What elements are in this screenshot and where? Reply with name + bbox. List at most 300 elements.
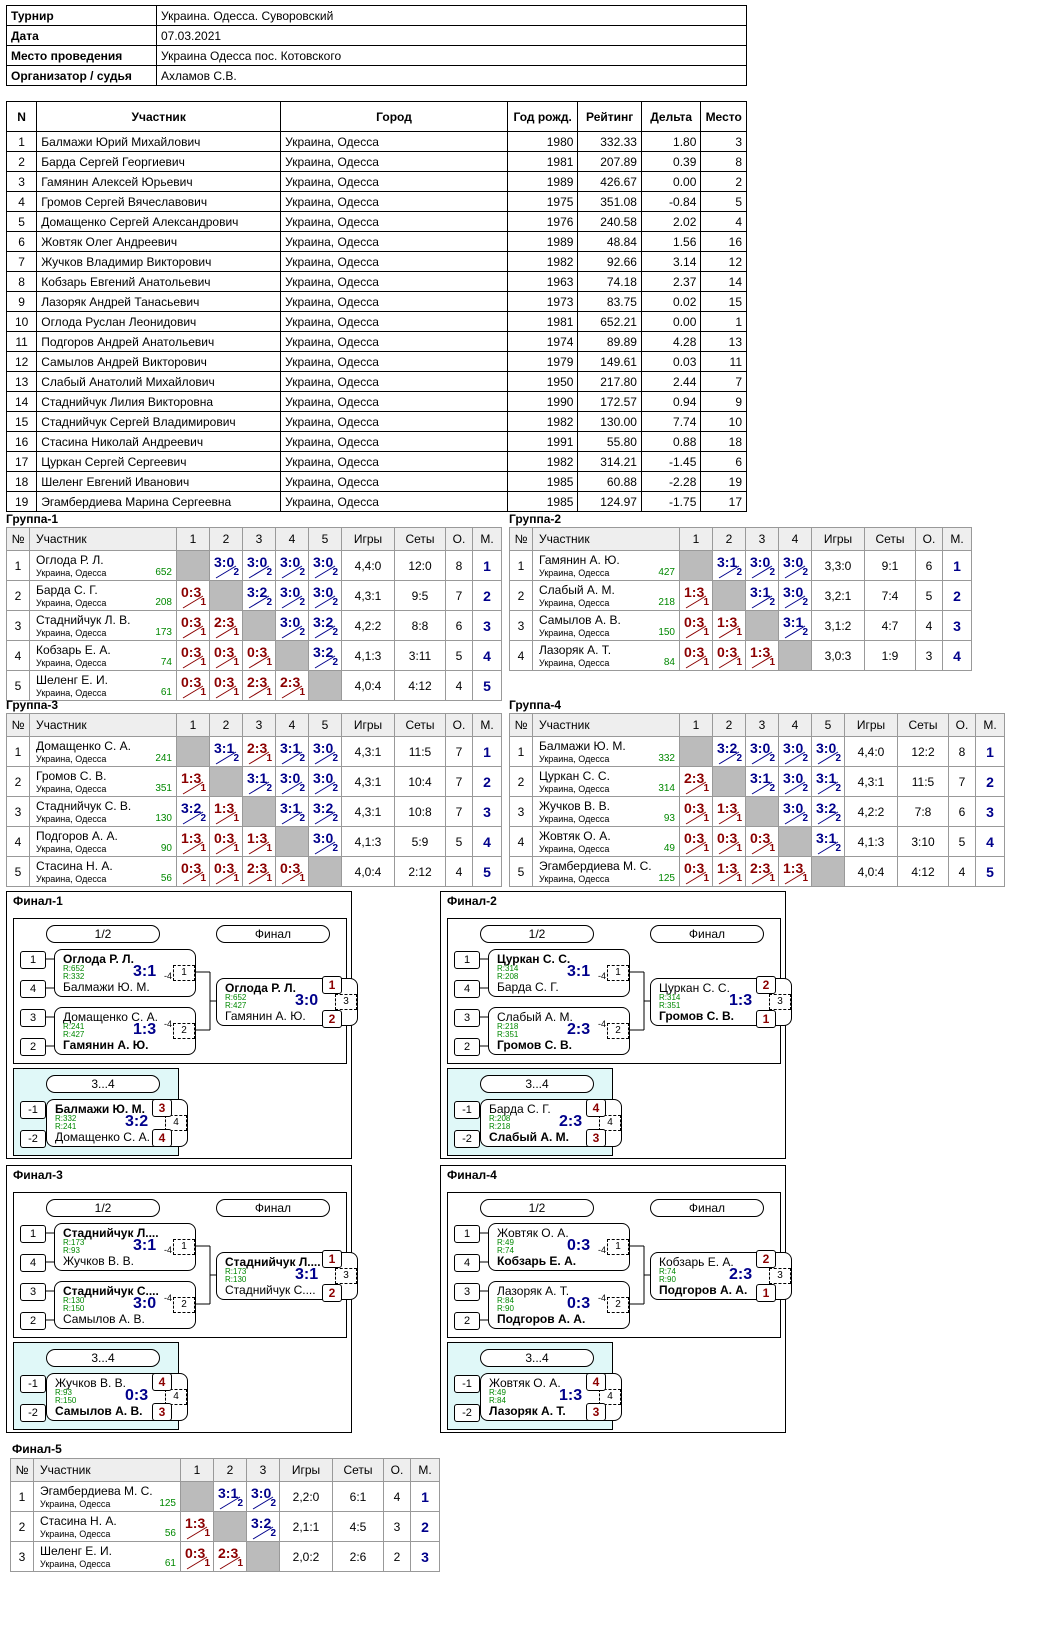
seed-number: -1 <box>454 1375 480 1393</box>
participant-cell <box>30 737 177 767</box>
points-cell: 3 <box>916 641 943 671</box>
score-cell <box>214 1542 247 1572</box>
table-row <box>7 472 747 492</box>
score-cell <box>177 611 210 641</box>
row-number: 4 <box>7 827 30 857</box>
participant-rating: 49 <box>663 843 675 854</box>
sets-cell: 11:5 <box>898 767 949 797</box>
score-points: 1 <box>200 687 206 698</box>
row-number: 3 <box>11 1542 34 1572</box>
score-cell <box>177 797 210 827</box>
score-text: 3:0 <box>251 1485 272 1501</box>
score-cell <box>243 857 276 887</box>
score-points: 2 <box>299 567 305 578</box>
final-place: 2 <box>756 976 776 994</box>
score-points: 1 <box>703 597 709 608</box>
score-cell <box>210 641 243 671</box>
participant-rating: 61 <box>160 687 172 698</box>
score-text: 0:3 <box>717 830 738 846</box>
games-cell: 3,1:2 <box>812 611 865 641</box>
final-label: Финал <box>216 1199 330 1217</box>
self-cell <box>214 1512 247 1542</box>
score-cell <box>779 797 812 827</box>
seed-number: -1 <box>20 1101 46 1119</box>
score-cell <box>680 827 713 857</box>
seed-number: 3 <box>454 1009 480 1027</box>
score-cell <box>680 857 713 887</box>
group-col-header: Сеты <box>898 714 949 737</box>
table-row <box>7 767 502 797</box>
sets-cell: 9:1 <box>865 551 916 581</box>
score-cell <box>713 827 746 857</box>
score-text: 1:3 <box>181 830 202 846</box>
sets-cell: 12:2 <box>898 737 949 767</box>
group-title: Группа-3 <box>6 698 59 712</box>
loser-mark: -4 <box>598 1019 607 1029</box>
place-cell: 2 <box>976 767 1005 797</box>
table-cell: -0.84 <box>641 192 700 212</box>
seed-number: 3 <box>20 1283 46 1301</box>
score-text: 0:3 <box>214 674 235 690</box>
seed-number: -1 <box>454 1101 480 1119</box>
score-cell <box>276 581 309 611</box>
games-cell: 4,2:2 <box>845 797 898 827</box>
player-b-rating: R:241 <box>55 1122 77 1131</box>
player-a-name: Жовтяк О. А. <box>497 1226 569 1240</box>
participant-name: Громов С. В. <box>36 769 107 783</box>
self-cell <box>177 551 210 581</box>
group-col-header: Игры <box>812 528 865 551</box>
score-points: 1 <box>802 873 808 884</box>
participant-city: Украина, Одесса <box>539 874 610 884</box>
info-key: Организатор / судья <box>7 66 157 86</box>
score-points: 1 <box>736 873 742 884</box>
score-points: 2 <box>769 753 775 764</box>
participant-name: Стаднийчук Л. В. <box>36 613 131 627</box>
self-cell <box>746 611 779 641</box>
final-place: 1 <box>322 1250 342 1268</box>
score-cell <box>243 671 276 701</box>
match-box <box>488 1007 630 1055</box>
place-cell: 3 <box>943 611 972 641</box>
table-cell: 92.66 <box>578 252 641 272</box>
table-cell: 12 <box>701 252 747 272</box>
score-points: 1 <box>233 843 239 854</box>
table-cell: 1982 <box>507 452 578 472</box>
self-cell <box>779 827 812 857</box>
score-text: 1:3 <box>185 1515 206 1531</box>
score-points: 1 <box>237 1558 243 1569</box>
third-place: 3 <box>586 1129 606 1147</box>
player-b-rating: R:90 <box>659 1275 676 1284</box>
seed-number: -1 <box>20 1375 46 1393</box>
group-col-header: Сеты <box>395 714 446 737</box>
score-cell <box>243 737 276 767</box>
match-score: 3:1 <box>567 963 591 980</box>
table-cell: 1976 <box>507 212 578 232</box>
group-col-header: № <box>7 528 30 551</box>
info-row <box>7 66 747 86</box>
participant-city: Украина, Одесса <box>539 598 610 608</box>
player-a-rating: R:74 <box>659 1267 676 1276</box>
sets-cell: 3:11 <box>395 641 446 671</box>
place-cell: 4 <box>943 641 972 671</box>
table-cell: Украина, Одесса <box>281 252 508 272</box>
seed-number: 1 <box>454 1225 480 1243</box>
score-text: 0:3 <box>684 830 705 846</box>
row-number: 2 <box>7 581 30 611</box>
score-text: 3:1 <box>247 770 268 786</box>
seed-number: 4 <box>454 1254 480 1272</box>
score-cell <box>713 737 746 767</box>
player-a-name: Барда С. Г. <box>489 1102 551 1116</box>
score-points: 1 <box>200 597 206 608</box>
seed-number: 1 <box>20 1225 46 1243</box>
score-points: 1 <box>266 753 272 764</box>
score-points: 1 <box>769 843 775 854</box>
participant-name: Шеленг Е. И. <box>40 1544 112 1558</box>
score-cell <box>210 827 243 857</box>
table-cell: 130.00 <box>578 412 641 432</box>
table-cell: Украина, Одесса <box>281 432 508 452</box>
score-points: 2 <box>332 783 338 794</box>
games-cell: 4,4:0 <box>845 737 898 767</box>
participant-cell <box>533 737 680 767</box>
table-cell: Украина, Одесса <box>281 292 508 312</box>
match-number: 3 <box>769 1268 791 1284</box>
score-text: 3:0 <box>280 770 301 786</box>
table-cell: Лазоряк Андрей Танасьевич <box>37 292 281 312</box>
player-b-name: Домащенко С. А. <box>55 1130 150 1144</box>
score-cell <box>243 767 276 797</box>
score-cell <box>214 1482 247 1512</box>
participant-cell <box>30 581 177 611</box>
score-points: 1 <box>736 657 742 668</box>
participant-rating: 173 <box>155 627 172 638</box>
score-points: 2 <box>332 627 338 638</box>
loser-mark: -4 <box>164 1245 173 1255</box>
player-a-rating: R:49 <box>497 1238 514 1247</box>
third-label: 3...4 <box>480 1349 594 1367</box>
group-col-header: 4 <box>276 528 309 551</box>
participant-city: Украина, Одесса <box>36 784 107 794</box>
player-b-rating: R:74 <box>497 1246 514 1255</box>
third-place: 3 <box>586 1403 606 1421</box>
row-number: 4 <box>510 641 533 671</box>
table-cell: 1980 <box>507 132 578 152</box>
score-points: 2 <box>270 1498 276 1509</box>
score-text: 0:3 <box>214 644 235 660</box>
points-cell: 7 <box>446 581 473 611</box>
score-cell <box>779 857 812 887</box>
self-cell <box>181 1482 214 1512</box>
place-cell: 3 <box>976 797 1005 827</box>
row-number: 1 <box>7 551 30 581</box>
participant-cell <box>34 1512 181 1542</box>
score-points: 2 <box>233 753 239 764</box>
points-cell: 8 <box>446 551 473 581</box>
score-points: 2 <box>835 753 841 764</box>
final-block <box>440 891 786 1159</box>
participant-rating: 130 <box>155 813 172 824</box>
score-points: 1 <box>769 873 775 884</box>
score-text: 3:1 <box>214 740 235 756</box>
participant-cell <box>533 767 680 797</box>
player-b-rating: R:208 <box>497 972 519 981</box>
self-cell <box>210 767 243 797</box>
score-text: 3:0 <box>783 770 804 786</box>
participant-rating: 241 <box>155 753 172 764</box>
third-place: 4 <box>152 1129 172 1147</box>
score-cell <box>210 551 243 581</box>
score-points: 1 <box>233 657 239 668</box>
self-cell <box>309 857 342 887</box>
score-text: 3:1 <box>280 800 301 816</box>
score-points: 2 <box>802 813 808 824</box>
score-points: 1 <box>736 813 742 824</box>
table-cell: 1985 <box>507 472 578 492</box>
group-header-row <box>510 714 1005 737</box>
group-col-header: 3 <box>243 714 276 737</box>
score-points: 2 <box>200 813 206 824</box>
self-cell <box>276 641 309 671</box>
table-row <box>11 1512 440 1542</box>
table-cell: Балмажи Юрий Михайлович <box>37 132 281 152</box>
points-cell: 4 <box>446 671 473 701</box>
points-cell: 7 <box>949 767 976 797</box>
participant-rating: 61 <box>164 1558 176 1569</box>
row-number: 2 <box>510 581 533 611</box>
table-cell: 15 <box>7 412 37 432</box>
sets-cell: 7:8 <box>898 797 949 827</box>
player-a-rating: R:49 <box>489 1388 506 1397</box>
score-cell <box>680 611 713 641</box>
third-place: 4 <box>586 1373 606 1391</box>
group-col-header: М. <box>943 528 972 551</box>
place-cell: 2 <box>473 767 502 797</box>
group-table <box>509 713 1005 887</box>
score-points: 2 <box>769 567 775 578</box>
loser-mark: -4 <box>598 1245 607 1255</box>
score-cell <box>746 767 779 797</box>
table-cell: 18 <box>701 432 747 452</box>
participant-city: Украина, Одесса <box>539 628 610 638</box>
info-value: 07.03.2021 <box>157 26 747 46</box>
group-col-header: Участник <box>533 714 680 737</box>
score-text: 1:3 <box>717 860 738 876</box>
score-text: 3:2 <box>181 800 202 816</box>
seed-number: 2 <box>20 1312 46 1330</box>
participant-cell <box>533 551 680 581</box>
player-b-name: Громов С. В. <box>659 1009 734 1023</box>
score-text: 0:3 <box>181 644 202 660</box>
final-place: 1 <box>756 1284 776 1302</box>
info-row <box>7 26 747 46</box>
score-cell <box>309 581 342 611</box>
seed-number: 2 <box>454 1312 480 1330</box>
score-points: 1 <box>200 783 206 794</box>
score-points: 1 <box>233 687 239 698</box>
score-points: 2 <box>736 567 742 578</box>
participant-name: Стасина Н. А. <box>40 1514 117 1528</box>
score-text: 3:1 <box>750 770 771 786</box>
score-text: 1:3 <box>717 800 738 816</box>
points-cell: 6 <box>916 551 943 581</box>
participant-name: Самылов А. В. <box>539 613 621 627</box>
table-cell: 1963 <box>507 272 578 292</box>
player-a-rating: R:173 <box>225 1267 247 1276</box>
score-text: 3:0 <box>313 554 334 570</box>
score-cell <box>210 671 243 701</box>
score-text: 3:0 <box>214 554 235 570</box>
score-text: 3:0 <box>783 740 804 756</box>
table-cell: 0.39 <box>641 152 700 172</box>
table-cell: 5 <box>7 212 37 232</box>
loser-mark: -4 <box>598 1293 607 1303</box>
score-points: 2 <box>802 627 808 638</box>
score-text: 0:3 <box>684 800 705 816</box>
score-cell <box>210 857 243 887</box>
bracket-panel <box>447 1192 781 1338</box>
table-row <box>7 152 747 172</box>
participants-col-header: Дельта <box>641 102 700 132</box>
table-cell: -2.28 <box>641 472 700 492</box>
seed-number: -2 <box>20 1404 46 1422</box>
participant-name: Стаднийчук С. В. <box>36 799 132 813</box>
score-text: 3:0 <box>816 740 837 756</box>
self-cell <box>680 737 713 767</box>
info-row <box>7 6 747 26</box>
match-number: 1 <box>173 965 195 981</box>
score-text: 3:2 <box>313 800 334 816</box>
player-b-name: Подгоров А. А. <box>659 1283 748 1297</box>
final-block <box>6 1165 352 1433</box>
match-score: 0:3 <box>567 1237 591 1254</box>
group-col-header: 5 <box>309 714 342 737</box>
self-cell <box>779 641 812 671</box>
participant-city: Украина, Одесса <box>539 568 610 578</box>
tournament-info-table <box>6 5 747 86</box>
final-place: 1 <box>322 976 342 994</box>
points-cell: 7 <box>446 767 473 797</box>
score-text: 3:2 <box>816 800 837 816</box>
sets-cell: 2:6 <box>333 1542 384 1572</box>
group-col-header: 1 <box>680 714 713 737</box>
row-number: 2 <box>510 767 533 797</box>
player-a-name: Цуркан С. С. <box>497 952 571 966</box>
final-title: Финал-1 <box>13 894 63 908</box>
table-cell: Подгоров Андрей Анатольевич <box>37 332 281 352</box>
score-text: 0:3 <box>717 644 738 660</box>
table-cell: Стаднийчук Лилия Викторовна <box>37 392 281 412</box>
score-text: 2:3 <box>280 674 301 690</box>
final-block <box>6 891 352 1159</box>
games-cell: 2,0:2 <box>280 1542 333 1572</box>
sets-cell: 1:9 <box>865 641 916 671</box>
score-text: 3:0 <box>750 740 771 756</box>
table-row <box>510 737 1005 767</box>
participant-rating: 56 <box>164 1528 176 1539</box>
group-col-header: 2 <box>214 1459 247 1482</box>
player-b-rating: R:150 <box>63 1304 85 1313</box>
row-number: 3 <box>510 611 533 641</box>
match-number: 1 <box>607 965 629 981</box>
group-col-header: 3 <box>746 714 779 737</box>
sets-cell: 3:10 <box>898 827 949 857</box>
group-table <box>6 527 502 701</box>
table-cell: 10 <box>7 312 37 332</box>
match-number: 2 <box>607 1023 629 1039</box>
group-col-header: 4 <box>779 528 812 551</box>
participant-city: Украина, Одесса <box>539 754 610 764</box>
table-cell: Украина, Одесса <box>281 132 508 152</box>
match-score: 3:1 <box>295 1266 319 1283</box>
table-row <box>7 232 747 252</box>
table-cell: Украина, Одесса <box>281 172 508 192</box>
third-label: 3...4 <box>46 1075 160 1093</box>
final-place: 2 <box>756 1250 776 1268</box>
score-points: 1 <box>204 1558 210 1569</box>
score-points: 2 <box>736 753 742 764</box>
score-cell <box>243 551 276 581</box>
score-text: 0:3 <box>684 860 705 876</box>
match-score: 2:3 <box>729 1266 753 1283</box>
final-block <box>440 1165 786 1433</box>
group-col-header: 2 <box>713 714 746 737</box>
score-cell <box>680 767 713 797</box>
table-cell: 6 <box>7 232 37 252</box>
table-cell: 2.44 <box>641 372 700 392</box>
group-col-header: О. <box>446 528 473 551</box>
participant-cell <box>30 827 177 857</box>
group-table <box>509 527 972 671</box>
score-points: 1 <box>769 657 775 668</box>
games-cell: 3,2:1 <box>812 581 865 611</box>
table-cell: 1982 <box>507 252 578 272</box>
match-score: 2:3 <box>559 1113 583 1130</box>
score-text: 3:0 <box>280 614 301 630</box>
match-number: 2 <box>173 1023 195 1039</box>
sets-cell: 8:8 <box>395 611 446 641</box>
row-number: 5 <box>7 671 30 701</box>
score-text: 3:1 <box>280 740 301 756</box>
score-text: 3:1 <box>750 584 771 600</box>
score-points: 1 <box>703 843 709 854</box>
group-col-header: М. <box>411 1459 440 1482</box>
player-b-name: Балмажи Ю. М. <box>63 980 150 994</box>
games-cell: 4,0:4 <box>342 671 395 701</box>
group-col-header: 5 <box>812 714 845 737</box>
match-score: 1:3 <box>133 1021 157 1038</box>
player-b-rating: R:93 <box>63 1246 80 1255</box>
score-text: 0:3 <box>684 644 705 660</box>
score-cell <box>276 737 309 767</box>
table-cell: 7 <box>701 372 747 392</box>
table-cell: 19 <box>7 492 37 512</box>
score-points: 2 <box>332 843 338 854</box>
table-cell: 18 <box>7 472 37 492</box>
score-points: 1 <box>200 627 206 638</box>
info-value: Ахламов С.В. <box>157 66 747 86</box>
row-number: 5 <box>7 857 30 887</box>
player-a-rating: R:314 <box>497 964 519 973</box>
place-cell: 3 <box>473 797 502 827</box>
participant-cell <box>30 767 177 797</box>
row-number: 1 <box>510 737 533 767</box>
table-cell: 19 <box>701 472 747 492</box>
table-cell: 10 <box>701 412 747 432</box>
participant-cell <box>533 581 680 611</box>
